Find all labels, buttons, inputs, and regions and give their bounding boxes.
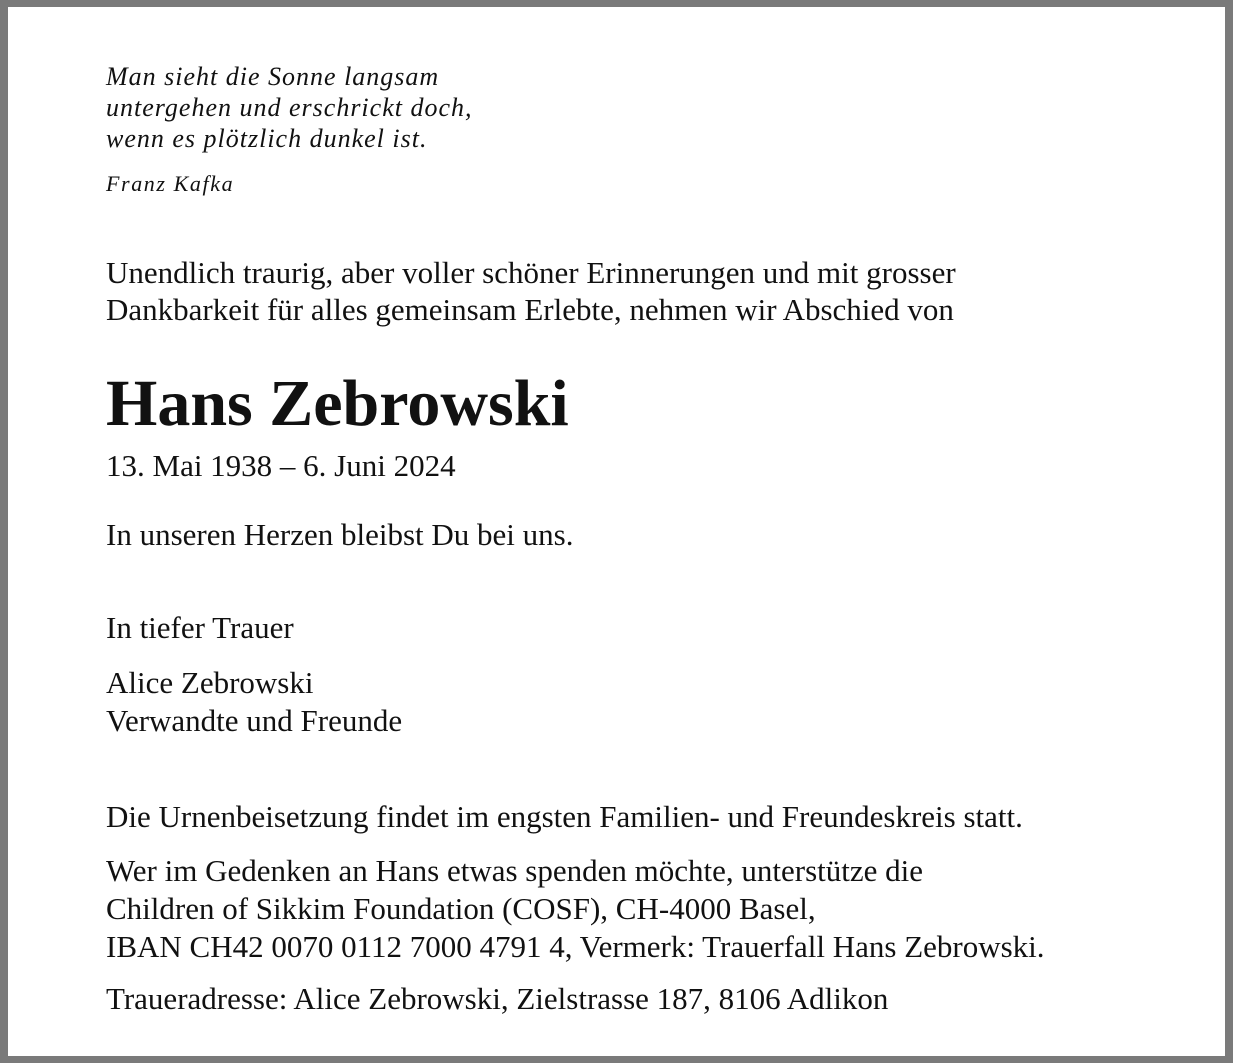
- donation-line: Children of Sikkim Foundation (COSF), CH-4000 Basel,: [106, 891, 816, 926]
- mourning-address: Traueradresse: Alice Zebrowski, Zielstrasse 187, 8106 Adlikon: [106, 981, 889, 1016]
- donation-line: IBAN CH42 0070 0112 7000 4791 4, Vermerk: Trauerfall Hans Zebrowski.: [106, 929, 1045, 964]
- deceased-name: Hans Zebrowski: [106, 367, 569, 440]
- mourning-heading: In tiefer Trauer: [106, 610, 294, 645]
- kafka-quote: [106, 61, 473, 154]
- mourners-list: [106, 664, 402, 740]
- mourner-name: Verwandte und Freunde: [106, 703, 403, 738]
- quote-author: Franz Kafka: [106, 171, 235, 196]
- intro-text: [106, 254, 956, 328]
- donation-line: Wer im Gedenken an Hans etwas spenden möchte, unterstütze die: [106, 853, 924, 888]
- donation-info: [106, 852, 1045, 966]
- burial-note: Die Urnenbeisetzung findet im engsten Familien- und Freundeskreis statt.: [106, 799, 1023, 834]
- intro-line: Dankbarkeit für alles gemeinsam Erlebte, nehmen wir Abschied von: [106, 292, 954, 327]
- quote-line: wenn es plötzlich dunkel ist.: [106, 124, 428, 153]
- life-dates: 13. Mai 1938 – 6. Juni 2024: [106, 448, 456, 483]
- intro-line: Unendlich traurig, aber voller schöner Erinnerungen und mit grosser: [106, 255, 956, 290]
- mourner-name: Alice Zebrowski: [106, 665, 314, 700]
- quote-line: untergehen und erschrickt doch,: [106, 93, 473, 122]
- quote-line: Man sieht die Sonne langsam: [106, 62, 440, 91]
- motto-text: In unseren Herzen bleibst Du bei uns.: [106, 517, 574, 552]
